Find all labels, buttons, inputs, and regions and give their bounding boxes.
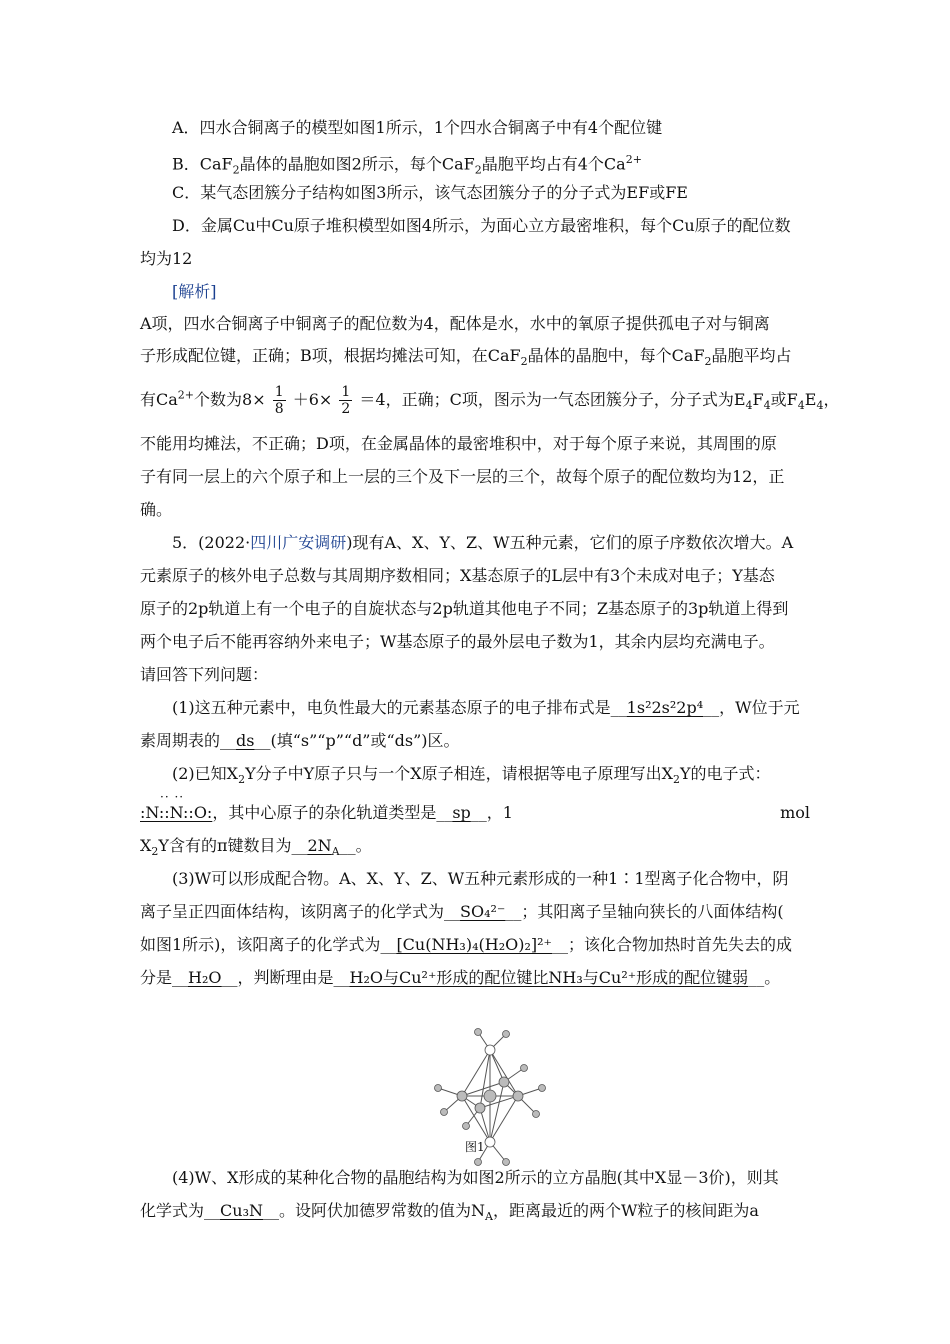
part-2-cont: :N::N::O:，其中心原子的杂化轨道类型是__sp__，1 mol bbox=[140, 803, 810, 822]
part-3-cont: 离子呈正四面体结构，该阴离子的化学式为__SO₄²⁻__；其阳离子呈轴向狭长的八面体结构( bbox=[140, 902, 784, 921]
figure-caption: 图1 bbox=[465, 1140, 485, 1154]
analysis-label: [解析] bbox=[172, 282, 217, 301]
question-5-stem: 请回答下列问题： bbox=[140, 665, 269, 684]
analysis-line: A项，四水合铜离子中铜离子的配位数为4，配体是水，水中的氧原子提供孤电子对与铜离 bbox=[140, 314, 770, 333]
analysis-line: 子形成配位键，正确；B项，根据均摊法可知，在CaF$_2$晶体的晶胞中，每个CaF$_2$晶胞平均占 bbox=[140, 346, 792, 369]
analysis-line: 有$Ca^{2+}$个数为8× $\frac{1}{8}$ ＋6× $\frac{1}{2}$ ＝4，正确；C项，图示为一气态团簇分子，分子式为$E_4F_4$或$F_4E_4$， bbox=[140, 384, 840, 417]
lone-pair-dots: ·· ·· bbox=[160, 790, 185, 804]
part-1: (1)这五种元素中，电负性最大的元素基态原子的电子排布式是__1s²2s²2p⁴__，W位于元 bbox=[172, 698, 800, 717]
option-d: D．金属Cu中Cu原子堆积模型如图4所示，为面心立方最密堆积，每个Cu原子的配位数 bbox=[172, 216, 791, 235]
part-4: (4)W、X形成的某种化合物的晶胞结构为如图2所示的立方晶胞(其中X显－3价)，则其 bbox=[172, 1168, 779, 1187]
part-2: (2)已知$X_2Y$分子中Y原子只与一个X原子相连，请根据等电子原理写出$X_2Y$的电子式： bbox=[172, 764, 771, 787]
part-3-cont: 如图1所示)，该阳离子的化学式为__[Cu(NH₃)₄(H₂O)₂]²⁺__；该化合物加热时首先失去的成 bbox=[140, 935, 792, 954]
octahedral-complex-figure bbox=[420, 1022, 560, 1172]
analysis-line: 子有同一层上的六个原子和上一层的三个及下一层的三个，故每个原子的配位数均为12，正 bbox=[140, 467, 785, 486]
fraction-1-2: $\frac{1}{2}$ bbox=[341, 384, 351, 417]
part-4-cont: 化学式为__Cu₃N__。设阿伏加德罗常数的值为$N_A$，距离最近的两个W粒子的核间距为a bbox=[140, 1201, 759, 1224]
fraction-1-8: $\frac{1}{8}$ bbox=[274, 384, 284, 417]
question-5-stem: 两个电子后不能再容纳外来电子；W基态原子的最外层电子数为1，其余内层均充满电子。 bbox=[140, 632, 775, 651]
option-d-cont: 均为12 bbox=[140, 249, 193, 268]
option-c: C．某气态团簇分子结构如图3所示，该气态团簇分子的分子式为EF或FE bbox=[172, 183, 688, 202]
part-1-cont: 素周期表的__ds__(填“s”“p”“d”或“ds”)区。 bbox=[140, 731, 460, 750]
question-5-stem: 5．(2022·四川广安调研)现有A、X、Y、Z、W五种元素，它们的原子序数依次增大。A bbox=[172, 533, 794, 552]
part-3: (3)W可以形成配合物。A、X、Y、Z、W五种元素形成的一种1∶1型离子化合物中，阴 bbox=[172, 869, 789, 888]
question-5-stem: 原子的2p轨道上有一个电子的自旋状态与2p轨道其他电子不同；Z基态原子的3p轨道上得到 bbox=[140, 599, 789, 618]
option-b: B．CaF$_2$晶体的晶胞如图2所示，每个CaF$_2$晶胞平均占有4个$Ca^{2+}$ bbox=[172, 153, 642, 177]
analysis-line: 不能用均摊法，不正确；D项，在金属晶体的最密堆积中，对于每个原子来说，其周围的原 bbox=[140, 434, 777, 453]
copper-atom bbox=[484, 1090, 496, 1102]
question-5-stem: 元素原子的核外电子总数与其周期序数相同；X基态原子的L层中有3个未成对电子；Y基态 bbox=[140, 566, 775, 585]
part-3-cont: 分是__H₂O__，判断理由是__H₂O与Cu²⁺形成的配位键比NH₃与Cu²⁺形成的配位键弱__。 bbox=[140, 968, 781, 987]
option-a: A．四水合铜离子的模型如图1所示，1个四水合铜离子中有4个配位键 bbox=[172, 118, 663, 137]
electron-formula: :N::N::O: bbox=[140, 803, 213, 822]
part-2-cont: $X_2Y$含有的π键数目为$\_\_2N_A\_\_$。 bbox=[140, 836, 372, 859]
analysis-line: 确。 bbox=[140, 500, 173, 519]
